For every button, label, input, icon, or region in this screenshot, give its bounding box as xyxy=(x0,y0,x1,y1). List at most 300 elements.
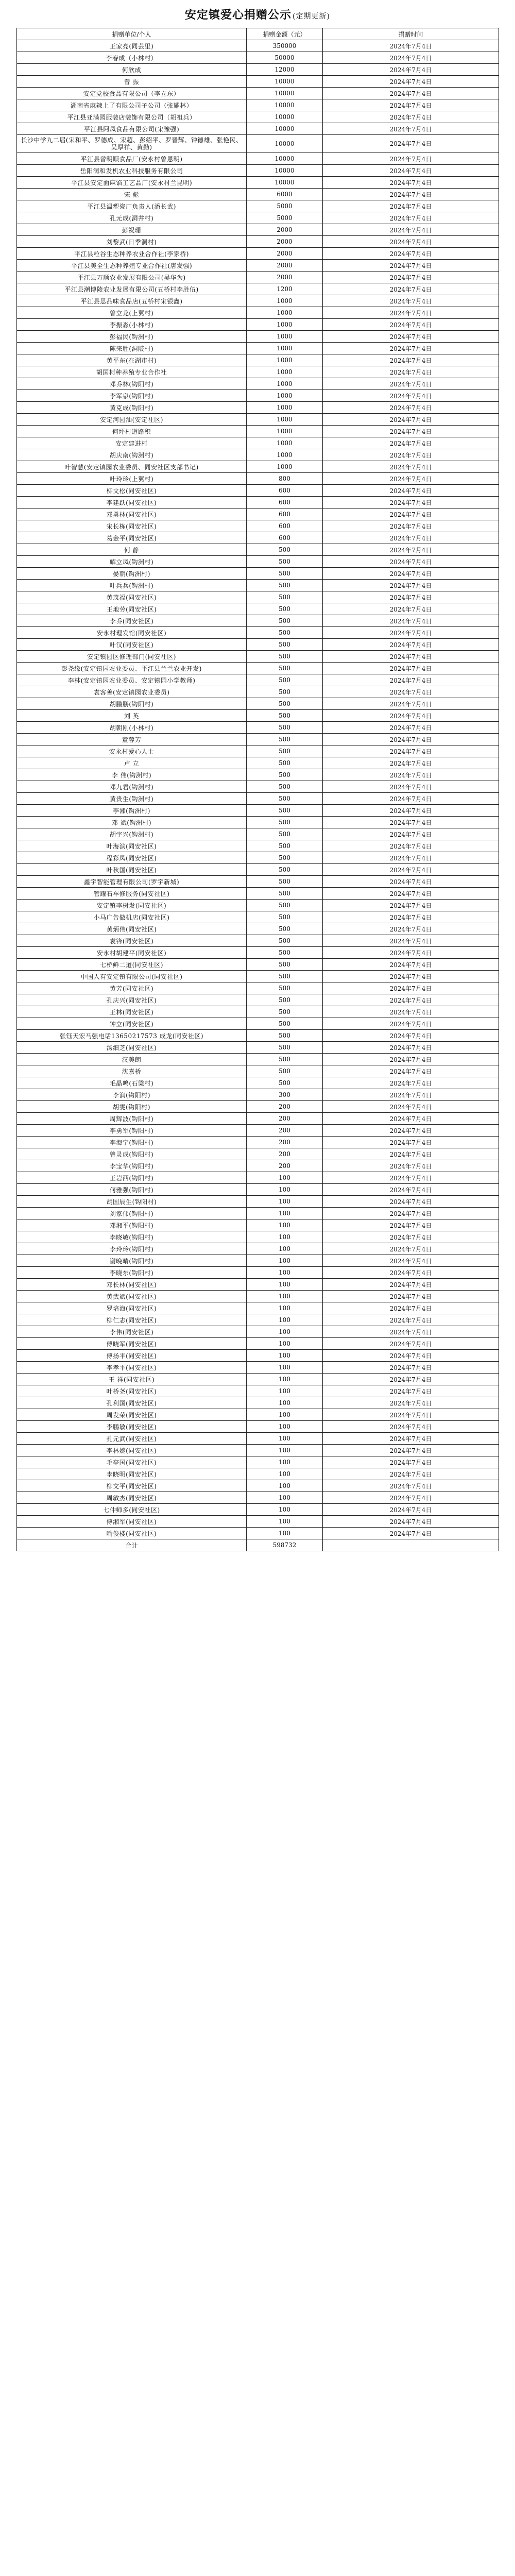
date-cell: 2024年7月4日 xyxy=(323,123,499,135)
date-cell: 2024年7月4日 xyxy=(323,1445,499,1456)
date-cell: 2024年7月4日 xyxy=(323,757,499,769)
amount-cell: 10000 xyxy=(247,153,323,165)
date-cell: 2024年7月4日 xyxy=(323,1385,499,1397)
date-cell: 2024年7月4日 xyxy=(323,224,499,236)
donor-cell: 邓乔林(钩阳村) xyxy=(17,378,247,390)
date-cell: 2024年7月4日 xyxy=(323,52,499,64)
donor-cell: 张钰天宏马强电话13650217573 成龙(同安社区) xyxy=(17,1030,247,1042)
date-cell: 2024年7月4日 xyxy=(323,283,499,295)
date-cell: 2024年7月4日 xyxy=(323,236,499,248)
page-title xyxy=(0,6,515,22)
donor-cell: 叶桥尧(同安社区) xyxy=(17,1385,247,1397)
table-row xyxy=(17,1397,499,1409)
donor-cell: 李鹏敏(同安社区) xyxy=(17,1421,247,1433)
table-row xyxy=(17,651,499,663)
donor-cell: 何 静 xyxy=(17,544,247,556)
amount-cell: 2000 xyxy=(247,272,323,283)
amount-cell: 2000 xyxy=(247,236,323,248)
donor-cell: 胡国辰生(钩阳村) xyxy=(17,1196,247,1208)
date-cell: 2024年7月4日 xyxy=(323,1291,499,1302)
donor-cell: 喻俊楼(同安社区) xyxy=(17,1528,247,1539)
table-row xyxy=(17,343,499,354)
table-row xyxy=(17,817,499,828)
date-cell: 2024年7月4日 xyxy=(323,520,499,532)
amount-cell: 10000 xyxy=(247,88,323,99)
donor-cell: 陈来胜(洞陂村) xyxy=(17,343,247,354)
donor-cell: 李林婉(同安社区) xyxy=(17,1445,247,1456)
donor-cell: 管耀石车修服务(同安社区) xyxy=(17,888,247,900)
date-cell: 2024年7月4日 xyxy=(323,307,499,319)
date-cell: 2024年7月4日 xyxy=(323,1409,499,1421)
date-cell: 2024年7月4日 xyxy=(323,1433,499,1445)
date-cell: 2024年7月4日 xyxy=(323,828,499,840)
donor-cell: 曾灵成(钩阳村) xyxy=(17,1148,247,1160)
donor-cell: 柳文松(同安社区) xyxy=(17,485,247,497)
donor-cell: 王家亮(同芸里) xyxy=(17,40,247,52)
donor-cell: 孔利国(同安社区) xyxy=(17,1397,247,1409)
total-date-cell xyxy=(323,1539,499,1551)
donor-cell: 平江县亚满园服装店装饰有限公司（胡祖兵） xyxy=(17,111,247,123)
date-cell: 2024年7月4日 xyxy=(323,1480,499,1492)
date-cell: 2024年7月4日 xyxy=(323,1208,499,1219)
amount-cell: 100 xyxy=(247,1326,323,1338)
title-text: 安定镇爱心捐赠公示 xyxy=(185,8,292,22)
date-cell: 2024年7月4日 xyxy=(323,64,499,76)
amount-cell: 10000 xyxy=(247,76,323,88)
table-row xyxy=(17,935,499,947)
amount-cell: 100 xyxy=(247,1433,323,1445)
amount-cell: 200 xyxy=(247,1137,323,1148)
amount-cell: 100 xyxy=(247,1516,323,1528)
donor-cell: 孔元成(洞井村) xyxy=(17,212,247,224)
amount-cell: 500 xyxy=(247,1006,323,1018)
amount-cell: 500 xyxy=(247,686,323,698)
date-cell: 2024年7月4日 xyxy=(323,1255,499,1267)
date-cell: 2024年7月4日 xyxy=(323,153,499,165)
amount-cell: 500 xyxy=(247,959,323,971)
amount-cell: 1200 xyxy=(247,283,323,295)
date-cell: 2024年7月4日 xyxy=(323,994,499,1006)
table-row xyxy=(17,260,499,272)
table-row xyxy=(17,1468,499,1480)
table-row xyxy=(17,189,499,200)
amount-cell: 100 xyxy=(247,1421,323,1433)
table-row xyxy=(17,414,499,426)
table-row xyxy=(17,1243,499,1255)
donor-cell: 李乔(同安社区) xyxy=(17,615,247,627)
amount-cell: 1000 xyxy=(247,414,323,426)
table-row xyxy=(17,864,499,876)
date-cell: 2024年7月4日 xyxy=(323,111,499,123)
donor-cell: 七桥鲜二道(同安社区) xyxy=(17,959,247,971)
donor-cell: 黄茂福(同安社区) xyxy=(17,591,247,603)
donor-cell: 叶海滨(同安社区) xyxy=(17,840,247,852)
date-cell: 2024年7月4日 xyxy=(323,1302,499,1314)
donor-cell: 平江县潮博陵农业发展有限公司(五桥村李胜伍) xyxy=(17,283,247,295)
amount-cell: 1000 xyxy=(247,319,323,331)
date-cell: 2024年7月4日 xyxy=(323,805,499,817)
amount-cell: 5000 xyxy=(247,212,323,224)
amount-cell: 1000 xyxy=(247,295,323,307)
table-row xyxy=(17,947,499,959)
date-cell: 2024年7月4日 xyxy=(323,710,499,722)
date-cell: 2024年7月4日 xyxy=(323,1184,499,1196)
amount-cell: 1000 xyxy=(247,354,323,366)
table-row xyxy=(17,1255,499,1267)
donor-cell: 袁锋(同安社区) xyxy=(17,935,247,947)
date-cell: 2024年7月4日 xyxy=(323,200,499,212)
table-row xyxy=(17,757,499,769)
donor-cell: 胡庆南(钩洲村) xyxy=(17,449,247,461)
amount-cell: 100 xyxy=(247,1350,323,1362)
amount-cell: 10000 xyxy=(247,99,323,111)
donor-cell: 胡雯(钩阳村) xyxy=(17,1101,247,1113)
amount-cell: 100 xyxy=(247,1480,323,1492)
date-cell: 2024年7月4日 xyxy=(323,722,499,734)
date-cell: 2024年7月4日 xyxy=(323,295,499,307)
donor-cell: 黄贵生(钩洲村) xyxy=(17,793,247,805)
amount-cell: 1000 xyxy=(247,402,323,414)
table-row xyxy=(17,1374,499,1385)
table-row xyxy=(17,1160,499,1172)
donor-cell: 安永村爱心人士 xyxy=(17,745,247,757)
table-row xyxy=(17,200,499,212)
date-cell: 2024年7月4日 xyxy=(323,1456,499,1468)
table-row xyxy=(17,88,499,99)
amount-cell: 500 xyxy=(247,769,323,781)
donor-cell: 邓长林(同安社区) xyxy=(17,1279,247,1291)
amount-cell: 100 xyxy=(247,1445,323,1456)
amount-cell: 2000 xyxy=(247,224,323,236)
amount-cell: 12000 xyxy=(247,64,323,76)
date-cell: 2024年7月4日 xyxy=(323,1516,499,1528)
date-cell: 2024年7月4日 xyxy=(323,568,499,580)
donor-cell: 汤细芝(同安社区) xyxy=(17,1042,247,1054)
amount-cell: 1000 xyxy=(247,331,323,343)
date-cell: 2024年7月4日 xyxy=(323,1148,499,1160)
donor-cell: 李玲玲(钩阳村) xyxy=(17,1243,247,1255)
donor-cell: 葛金平(同安社区) xyxy=(17,532,247,544)
donor-cell: 安定建进村 xyxy=(17,437,247,449)
date-cell: 2024年7月4日 xyxy=(323,1279,499,1291)
amount-cell: 1000 xyxy=(247,461,323,473)
amount-cell: 500 xyxy=(247,639,323,651)
table-row xyxy=(17,1409,499,1421)
date-cell: 2024年7月4日 xyxy=(323,1172,499,1184)
table-row xyxy=(17,793,499,805)
table-body xyxy=(17,40,499,1539)
amount-cell: 2000 xyxy=(247,260,323,272)
table-row xyxy=(17,473,499,485)
donor-cell: 彭祝珊 xyxy=(17,224,247,236)
date-cell: 2024年7月4日 xyxy=(323,497,499,509)
date-cell: 2024年7月4日 xyxy=(323,390,499,402)
date-cell: 2024年7月4日 xyxy=(323,248,499,260)
donor-cell: 王 祥(同安社区) xyxy=(17,1374,247,1385)
table-row xyxy=(17,674,499,686)
total-label: 合计 xyxy=(17,1539,247,1551)
amount-cell: 500 xyxy=(247,840,323,852)
amount-cell: 1000 xyxy=(247,366,323,378)
amount-cell: 1000 xyxy=(247,437,323,449)
table-row xyxy=(17,686,499,698)
table-row xyxy=(17,64,499,76)
table-row xyxy=(17,1231,499,1243)
donor-cell: 童蓉芳 xyxy=(17,734,247,745)
date-cell: 2024年7月4日 xyxy=(323,532,499,544)
table-row xyxy=(17,123,499,135)
date-cell: 2024年7月4日 xyxy=(323,414,499,426)
amount-cell: 500 xyxy=(247,1042,323,1054)
date-cell: 2024年7月4日 xyxy=(323,319,499,331)
date-cell: 2024年7月4日 xyxy=(323,1077,499,1089)
date-cell: 2024年7月4日 xyxy=(323,1492,499,1504)
donor-cell: 小马广告做机店(同安社区) xyxy=(17,911,247,923)
table-row xyxy=(17,1302,499,1314)
donor-cell: 傅晓军(同安社区) xyxy=(17,1338,247,1350)
column-header-amount: 捐赠金额（元） xyxy=(247,28,323,40)
amount-cell: 100 xyxy=(247,1362,323,1374)
donor-cell: 湖南省麻辣上了有限公司子公司（张耀林） xyxy=(17,99,247,111)
amount-cell: 1000 xyxy=(247,378,323,390)
table-row xyxy=(17,354,499,366)
date-cell: 2024年7月4日 xyxy=(323,99,499,111)
donor-cell: 李春成（小林村） xyxy=(17,52,247,64)
table-row xyxy=(17,1065,499,1077)
table-row xyxy=(17,900,499,911)
date-cell: 2024年7月4日 xyxy=(323,1528,499,1539)
date-cell: 2024年7月4日 xyxy=(323,461,499,473)
date-cell: 2024年7月4日 xyxy=(323,40,499,52)
amount-cell: 100 xyxy=(247,1409,323,1421)
amount-cell: 800 xyxy=(247,473,323,485)
table-header-row xyxy=(17,28,499,40)
donor-cell: 李伟(同安社区) xyxy=(17,1326,247,1338)
table-row xyxy=(17,1291,499,1302)
date-cell: 2024年7月4日 xyxy=(323,485,499,497)
total-row xyxy=(17,1539,499,1551)
table-row xyxy=(17,532,499,544)
date-cell: 2024年7月4日 xyxy=(323,177,499,189)
table-row xyxy=(17,111,499,123)
table-row xyxy=(17,272,499,283)
table-row xyxy=(17,556,499,568)
donor-cell: 罗培海(同安社区) xyxy=(17,1302,247,1314)
amount-cell: 500 xyxy=(247,710,323,722)
date-cell: 2024年7月4日 xyxy=(323,556,499,568)
donor-cell: 安永村理发馆(同安社区) xyxy=(17,627,247,639)
donor-cell: 黄武斌(同安社区) xyxy=(17,1291,247,1302)
table-row xyxy=(17,153,499,165)
donor-cell: 李晓明(同安社区) xyxy=(17,1468,247,1480)
amount-cell: 500 xyxy=(247,1054,323,1065)
amount-cell: 500 xyxy=(247,911,323,923)
table-row xyxy=(17,378,499,390)
amount-cell: 100 xyxy=(247,1196,323,1208)
date-cell: 2024年7月4日 xyxy=(323,793,499,805)
date-cell: 2024年7月4日 xyxy=(323,343,499,354)
date-cell: 2024年7月4日 xyxy=(323,1160,499,1172)
amount-cell: 100 xyxy=(247,1291,323,1302)
column-header-donor: 捐赠单位/个人 xyxy=(17,28,247,40)
table-row xyxy=(17,283,499,295)
donor-cell: 平江县思品味食品店(五桥村宋银鑫) xyxy=(17,295,247,307)
amount-cell: 500 xyxy=(247,1018,323,1030)
date-cell: 2024年7月4日 xyxy=(323,426,499,437)
amount-cell: 10000 xyxy=(247,135,323,153)
table-row xyxy=(17,1338,499,1350)
amount-cell: 200 xyxy=(247,1125,323,1137)
amount-cell: 100 xyxy=(247,1492,323,1504)
table-row xyxy=(17,331,499,343)
amount-cell: 1000 xyxy=(247,307,323,319)
date-cell: 2024年7月4日 xyxy=(323,76,499,88)
table-row xyxy=(17,1445,499,1456)
amount-cell: 500 xyxy=(247,663,323,674)
table-row xyxy=(17,1480,499,1492)
table-row xyxy=(17,1219,499,1231)
donor-cell: 李润(钩阳村) xyxy=(17,1089,247,1101)
table-row xyxy=(17,1006,499,1018)
table-row xyxy=(17,236,499,248)
table-row xyxy=(17,1196,499,1208)
date-cell: 2024年7月4日 xyxy=(323,734,499,745)
donor-cell: 李宝华(钩阳村) xyxy=(17,1160,247,1172)
amount-cell: 500 xyxy=(247,817,323,828)
donor-cell: 邓湘平(钩阳村) xyxy=(17,1219,247,1231)
date-cell: 2024年7月4日 xyxy=(323,88,499,99)
date-cell: 2024年7月4日 xyxy=(323,852,499,864)
table-row xyxy=(17,461,499,473)
date-cell: 2024年7月4日 xyxy=(323,580,499,591)
donor-cell: 何坪村道路积 xyxy=(17,426,247,437)
donor-cell: 邓 斌(钩洲村) xyxy=(17,817,247,828)
donor-cell: 安定河园油(安定社区) xyxy=(17,414,247,426)
table-row xyxy=(17,40,499,52)
amount-cell: 500 xyxy=(247,1030,323,1042)
donor-cell: 叶兵兵(钩洲村) xyxy=(17,580,247,591)
total-amount: 598732 xyxy=(247,1539,323,1551)
amount-cell: 500 xyxy=(247,900,323,911)
table-row xyxy=(17,1279,499,1291)
donor-cell: 孔元武(同安社区) xyxy=(17,1433,247,1445)
date-cell: 2024年7月4日 xyxy=(323,698,499,710)
donor-cell: 胡宇兴(钩洲村) xyxy=(17,828,247,840)
donor-cell: 鑫宇智能管理有限公司(罗宇新城) xyxy=(17,876,247,888)
table-row xyxy=(17,1326,499,1338)
table-row xyxy=(17,994,499,1006)
date-cell: 2024年7月4日 xyxy=(323,923,499,935)
date-cell: 2024年7月4日 xyxy=(323,686,499,698)
date-cell: 2024年7月4日 xyxy=(323,745,499,757)
date-cell: 2024年7月4日 xyxy=(323,473,499,485)
amount-cell: 600 xyxy=(247,520,323,532)
donor-cell: 何欣成 xyxy=(17,64,247,76)
date-cell: 2024年7月4日 xyxy=(323,260,499,272)
table-row xyxy=(17,1208,499,1219)
table-row xyxy=(17,319,499,331)
amount-cell: 500 xyxy=(247,923,323,935)
donor-cell: 平江县粒谷生态种养农业合作社(李家桥) xyxy=(17,248,247,260)
date-cell: 2024年7月4日 xyxy=(323,1196,499,1208)
amount-cell: 100 xyxy=(247,1255,323,1267)
amount-cell: 600 xyxy=(247,509,323,520)
date-cell: 2024年7月4日 xyxy=(323,674,499,686)
amount-cell: 100 xyxy=(247,1172,323,1184)
table-row xyxy=(17,876,499,888)
donor-cell: 中国人有安定镇有限公司(同安社区) xyxy=(17,971,247,982)
amount-cell: 100 xyxy=(247,1397,323,1409)
date-cell: 2024年7月4日 xyxy=(323,1006,499,1018)
table-row xyxy=(17,390,499,402)
donor-cell: 李晓敏(钩阳村) xyxy=(17,1231,247,1243)
donor-cell: 岳阳润和发机农业科技服务有限公司 xyxy=(17,165,247,177)
table-row xyxy=(17,959,499,971)
amount-cell: 500 xyxy=(247,947,323,959)
amount-cell: 500 xyxy=(247,971,323,982)
donor-cell: 何雅强(钩阳村) xyxy=(17,1184,247,1196)
date-cell: 2024年7月4日 xyxy=(323,615,499,627)
table-row xyxy=(17,366,499,378)
date-cell: 2024年7月4日 xyxy=(323,876,499,888)
table-row xyxy=(17,449,499,461)
table-row xyxy=(17,888,499,900)
donor-cell: 曾 振 xyxy=(17,76,247,88)
donor-cell: 平江县美全生态种养殖专业合作社(唐发强) xyxy=(17,260,247,272)
table-row xyxy=(17,485,499,497)
table-row xyxy=(17,1042,499,1054)
donor-cell: 长沙中学九二届(宋和平、罗德成、宋超、彭绍平、罗晋辉、钟德雄、张艳民、吴厚祥、黄勤) xyxy=(17,135,247,153)
amount-cell: 1000 xyxy=(247,449,323,461)
donor-cell: 解立凤(钩洲村) xyxy=(17,556,247,568)
amount-cell: 500 xyxy=(247,888,323,900)
donor-cell: 邓九君(钩洲村) xyxy=(17,781,247,793)
amount-cell: 100 xyxy=(247,1314,323,1326)
amount-cell: 500 xyxy=(247,627,323,639)
table-row xyxy=(17,805,499,817)
table-row xyxy=(17,971,499,982)
table-row xyxy=(17,639,499,651)
table-row xyxy=(17,568,499,580)
amount-cell: 600 xyxy=(247,532,323,544)
date-cell: 2024年7月4日 xyxy=(323,840,499,852)
date-cell: 2024年7月4日 xyxy=(323,544,499,556)
amount-cell: 1000 xyxy=(247,343,323,354)
amount-cell: 500 xyxy=(247,876,323,888)
donor-cell: 孔庆兴(同安社区) xyxy=(17,994,247,1006)
donor-cell: 胡国柯种养殖专业合作社 xyxy=(17,366,247,378)
date-cell: 2024年7月4日 xyxy=(323,1362,499,1374)
date-cell: 2024年7月4日 xyxy=(323,331,499,343)
table-row xyxy=(17,426,499,437)
donor-cell: 曾立龙(上翼村) xyxy=(17,307,247,319)
donation-table xyxy=(16,28,499,1551)
table-row xyxy=(17,437,499,449)
donor-cell: 安永村胡建平(同安社区) xyxy=(17,947,247,959)
donor-cell: 刘黎武(日季洞村) xyxy=(17,236,247,248)
date-cell: 2024年7月4日 xyxy=(323,1326,499,1338)
amount-cell: 1000 xyxy=(247,426,323,437)
table-row xyxy=(17,1018,499,1030)
amount-cell: 500 xyxy=(247,982,323,994)
table-row xyxy=(17,828,499,840)
table-row xyxy=(17,722,499,734)
date-cell: 2024年7月4日 xyxy=(323,1018,499,1030)
amount-cell: 2000 xyxy=(247,248,323,260)
date-cell: 2024年7月4日 xyxy=(323,1113,499,1125)
donor-cell: 叶汉(同安社区) xyxy=(17,639,247,651)
amount-cell: 100 xyxy=(247,1302,323,1314)
